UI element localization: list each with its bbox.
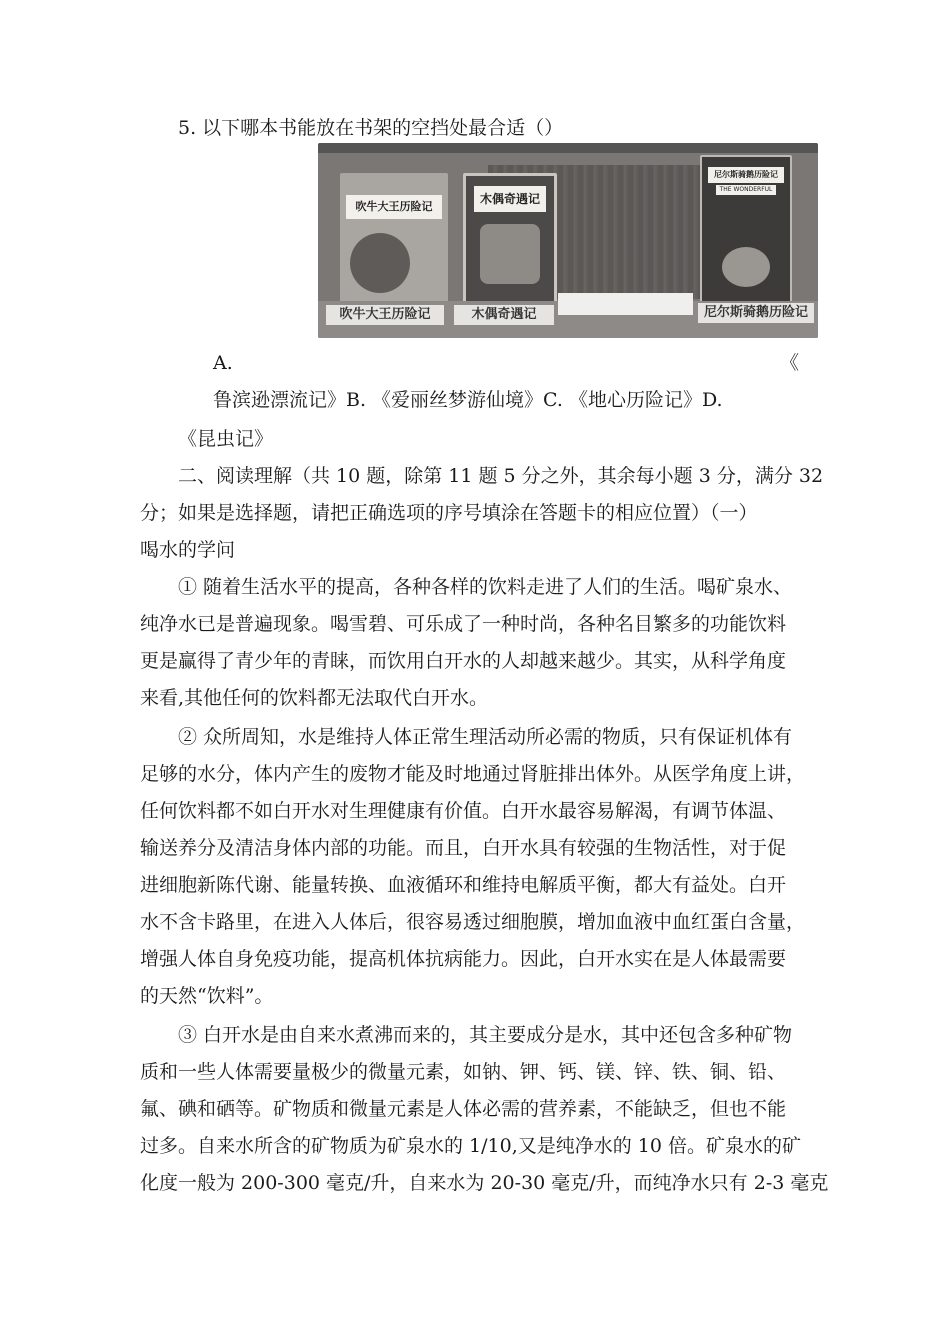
paragraph-line: 输送养分及清洁身体内部的功能。而且，白开水具有较强的生物活性，对于促 — [140, 837, 787, 859]
book-cover-right — [700, 155, 792, 307]
paragraph-line: 更是赢得了青少年的青睐，而饮用白开水的人却越来越少。其实，从科学角度 — [140, 650, 787, 672]
paragraph-line: 增强人体自身免疫功能，提高机体抗病能力。因此，白开水实在是人体最需要 — [140, 948, 787, 970]
paragraph-line: 过多。自来水所含的矿物质为矿泉水的 1/10,又是纯净水的 10 倍。矿泉水的矿 — [140, 1135, 802, 1157]
paragraph-line: 氟、碘和硒等。矿物质和微量元素是人体必需的营养素，不能缺乏，但也不能 — [140, 1098, 787, 1120]
options-line: 鲁滨逊漂流记》B. 《爱丽丝梦游仙境》C. 《地心历险记》D. — [213, 389, 723, 411]
book-cover-middle — [463, 173, 557, 309]
book-cover-right-title: 尼尔斯骑鹅历险记 — [708, 167, 784, 183]
paragraph-line: ③ 白开水是由自来水煮沸而来的，其主要成分是水，其中还包含多种矿物 — [178, 1024, 793, 1046]
paragraph-line: 水不含卡路里，在进入人体后，很容易透过细胞膜，增加血液中血红蛋白含量， — [140, 911, 806, 933]
book-cover-middle-title: 木偶奇遇记 — [474, 186, 546, 212]
section-heading-line2: 分；如果是选择题，请把正确选项的序号填涂在答题卡的相应位置）（一） — [140, 502, 758, 524]
shelf-top — [318, 143, 818, 153]
book-cover-right-subtitle: THE WONDERFUL — [716, 185, 776, 195]
question-5-stem: 5. 以下哪本书能放在书架的空挡处最合适（） — [178, 117, 564, 139]
paragraph-line: 的天然“饮料”。 — [140, 985, 274, 1007]
paragraph-line: ② 众所周知，水是维持人体正常生理活动所必需的物质，只有保证机体有 — [178, 726, 793, 748]
book-cover-left — [340, 173, 448, 303]
paragraph-line: 进细胞新陈代谢、能量转换、血液循环和维持电解质平衡，都大有益处。白开 — [140, 874, 787, 896]
paragraph-line: 来看,其他任何的饮料都无法取代白开水。 — [140, 687, 489, 709]
paragraph-line: 质和一些人体需要量极少的微量元素，如钠、钾、钙、镁、锌、铁、铜、铅、 — [140, 1061, 787, 1083]
shelf-label-right: 尼尔斯骑鹅历险记 — [698, 303, 814, 323]
book-cover-left-title: 吹牛大王历险记 — [346, 195, 442, 219]
paragraph-line: 足够的水分，体内产生的废物才能及时地通过肾脏排出体外。从医学角度上讲， — [140, 763, 806, 785]
book-cover-left-illustration — [350, 233, 410, 293]
options-line-2: 《昆虫记》 — [178, 428, 274, 450]
book-cover-right-illustration — [722, 247, 770, 287]
book-cover-middle-illustration — [480, 224, 540, 284]
option-a-marker: A. — [213, 352, 233, 374]
paragraph-line: 任何饮料都不如白开水对生理健康有价值。白开水最容易解渴，有调节体温、 — [140, 800, 787, 822]
passage-title: 喝水的学问 — [140, 539, 236, 561]
option-a-bracket: 《 — [780, 352, 800, 374]
section-heading-line1: 二、阅读理解（共 10 题，除第 11 题 5 分之外，其余每小题 3 分，满分 32 — [178, 465, 824, 487]
shelf-label-middle: 木偶奇遇记 — [454, 305, 554, 325]
empty-label-slot — [558, 293, 693, 315]
paragraph-line: 纯净水已是普遍现象。喝雪碧、可乐成了一种时尚，各种名目繁多的功能饮料 — [140, 613, 787, 635]
paragraph-line: 化度一般为 200-300 毫克/升，自来水为 20-30 毫克/升，而纯净水只有 2-3 毫克 — [140, 1172, 829, 1194]
paragraph-line: ① 随着生活水平的提高，各种各样的饮料走进了人们的生活。喝矿泉水、 — [178, 576, 793, 598]
bookshelf-photo — [318, 143, 818, 338]
shelf-label-left: 吹牛大王历险记 — [326, 305, 444, 325]
